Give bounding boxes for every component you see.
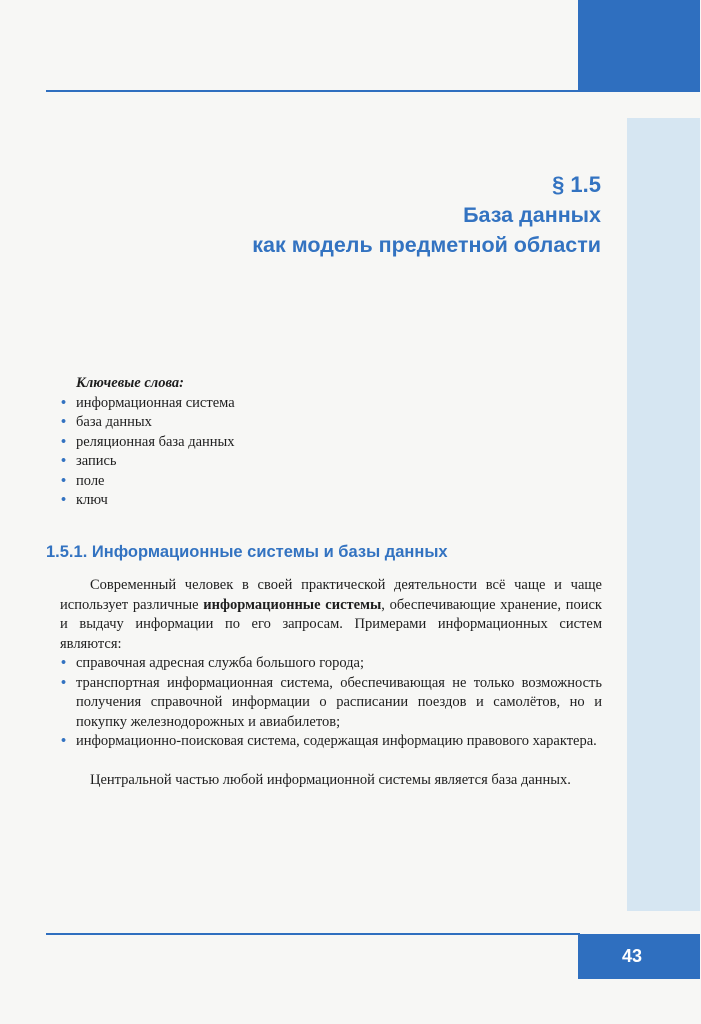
keywords-list [60, 394, 360, 511]
bullet-icon: • [61, 655, 67, 671]
bullet-icon: • [61, 674, 67, 691]
example-item: • транспортная информационная система, обеспечивающая не только возможность получения справочной информации о расписании поездов и самолётов, но и покупку железнодорожных и авиабилетов; [61, 674, 602, 730]
bullet-icon: • [61, 394, 67, 411]
example-item: • информационно-поисковая система, содержащая информацию правового характера. [60, 732, 602, 752]
paragraph-1: Современный человек в своей практической деятельности всё чаще и чаще использует различные информационные системы, обеспечивающие хранение, поиск и выдачу информации по его запросам. Примерами информационных систем являются: [60, 577, 602, 652]
bold-term: информационные системы [203, 596, 382, 613]
bullet-icon: • [61, 453, 67, 469]
keyword-item: • ключ [60, 491, 360, 511]
bullet-icon: • [61, 492, 67, 508]
example-item: • справочная адресная служба большого города; [60, 654, 602, 674]
bullet-icon: • [61, 472, 67, 489]
keyword-item: • поле [60, 472, 360, 492]
section-number: § 1.5 [552, 172, 601, 197]
paragraph-2: Центральной частью любой информационной системы является база данных. [90, 772, 571, 788]
examples-list [60, 654, 602, 752]
bullet-icon: • [61, 414, 67, 430]
section-title-line1: База данных [463, 203, 601, 227]
subsection-title: 1.5.1. Информационные системы и базы данных [46, 543, 448, 561]
section-heading [252, 170, 601, 260]
keyword-item: • запись [60, 452, 360, 472]
footer-rule [46, 933, 580, 935]
section-title-line2: как модель предметной области [252, 233, 601, 257]
page-number: 43 [578, 934, 700, 979]
keyword-item: • информационная система [60, 394, 360, 414]
bullet-icon: • [61, 733, 67, 749]
header-rule [46, 90, 580, 92]
keyword-item: • база данных [60, 413, 360, 433]
body-text [60, 576, 602, 791]
keywords-box [60, 374, 360, 511]
keywords-title: Ключевые слова: [76, 375, 184, 391]
bullet-icon: • [61, 433, 67, 450]
keyword-item: • реляционная база данных [60, 433, 360, 453]
header-color-block [578, 0, 700, 92]
side-margin-band [627, 118, 700, 911]
